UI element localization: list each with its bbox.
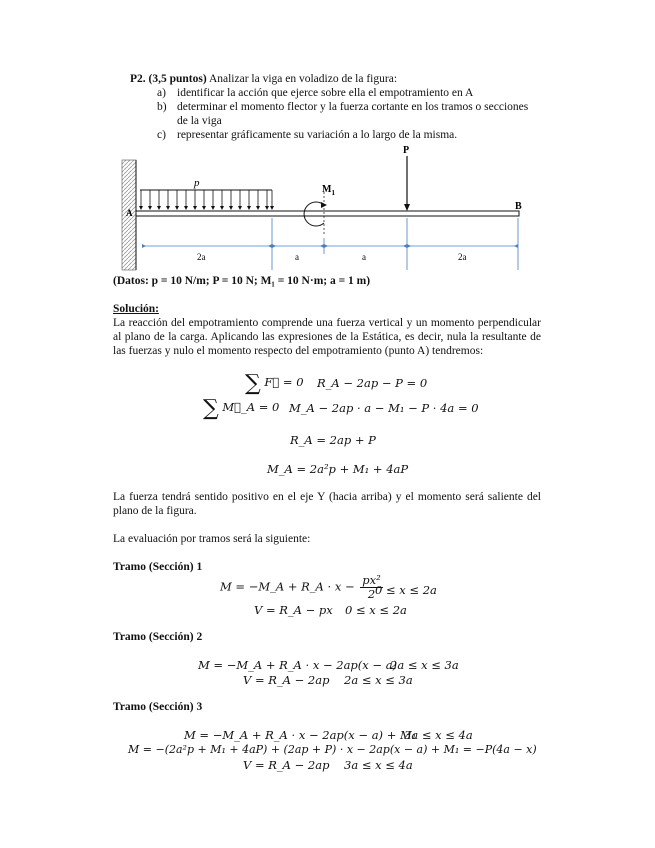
solucion-paragraph-3: La evaluación por tramos será la siguiente: (113, 533, 311, 545)
equation-sum-forces: ∑ F⃗ = 0 (245, 371, 304, 396)
solucion-title: Solución: (113, 303, 160, 315)
tramo-2-shear-range: 2a ≤ x ≤ 3a (344, 673, 413, 687)
problem-intro: Analizar la viga en voladizo de la figura: (208, 73, 398, 85)
tramo-3-shear-range: 3a ≤ x ≤ 4a (344, 758, 413, 772)
equation-RA: R_A = 2ap + P (290, 433, 376, 447)
tramo-1-moment-eq: M = −M_A + R_A · x − $\frac{\text{px²}}{2}$ (220, 573, 381, 601)
tramo-2-moment-range: 2a ≤ x ≤ 3a (390, 658, 459, 672)
problem-statement (130, 72, 397, 86)
tramo-3-title: Tramo (Sección) 3 (113, 701, 203, 713)
point-B-label: B (515, 201, 522, 212)
point-load-label: P (403, 145, 410, 156)
tramo-2-moment-eq: M = −M_A + R_A · x − 2ap(x − a) (198, 658, 398, 672)
distributed-load-arrows (141, 190, 272, 208)
problem-heading: P2. (3,5 puntos) (130, 73, 207, 85)
equation-sum-moments: ∑ M⃗_A = 0 (203, 396, 280, 421)
tramo-3-moment-expanded: M = −(2a²p + M₁ + 4aP) + (2ap + P) · x − 2ap(x − a) + M₁ = −P(4a − x) (128, 743, 537, 756)
tramo-3-moment-range: 3a ≤ x ≤ 4a (404, 728, 473, 742)
tramo-1-shear-range: 0 ≤ x ≤ 2a (345, 603, 407, 617)
solucion-paragraph-2: La fuerza tendrá sentido positivo en el eje Y (hacia arriba) y el momento será saliente del plano de la figura. (113, 491, 541, 517)
list-item-text: representar gráficamente su variación a lo largo de la misma. (177, 129, 458, 141)
tramo-3-moment-eq: M = −M_A + R_A · x − 2ap(x − a) + M₁ (184, 728, 417, 742)
tramo-1-shear-eq: V = R_A − px (254, 603, 333, 617)
list-item (157, 128, 166, 142)
item-marker: b) (157, 101, 167, 113)
tramo-3-shear-eq: V = R_A − 2ap (243, 758, 330, 772)
solucion-paragraph-1: La reacción del empotramiento comprende una fuerza vertical y un momento perpendicular al plano de la carga. Aplicando las expresiones de la Estática, es decir, nula la resultante de las fuerzas y nulo el momento respecto del empotramiento (punto A) tendremos: (113, 317, 541, 357)
cantilever-beam-figure (112, 142, 532, 274)
list-item-text: identificar la acción que ejerce sobre ella el empotramiento en A (177, 87, 474, 99)
tramo-1-moment-range: 0 ≤ x ≤ 2a (375, 583, 437, 597)
equation-sum-forces-rhs: R_A − 2ap − P = 0 (317, 376, 428, 390)
tramo-2-shear-eq: V = R_A − 2ap (243, 673, 330, 687)
list-item-text: de la viga (177, 115, 222, 127)
load-label-p: p (194, 177, 200, 189)
item-marker: a) (157, 87, 166, 99)
list-item (157, 100, 167, 114)
list-item-text: determinar el momento flector y la fuerza cortante en los tramos o secciones (177, 101, 529, 113)
equation-sum-moments-rhs: M_A − 2ap · a − M₁ − P · 4a = 0 (289, 401, 479, 415)
dim-label-3: a (362, 252, 366, 262)
item-marker: c) (157, 129, 166, 141)
datos-line: (Datos: p = 10 N/m; P = 10 N; M₁ = 10 N·m; a = 1 m) (113, 275, 371, 287)
tramo-2-title: Tramo (Sección) 2 (113, 631, 203, 643)
dimension-lines (142, 218, 518, 270)
dim-label-4: 2a (458, 252, 467, 262)
tramo-1-title: Tramo (Sección) 1 (113, 561, 203, 573)
dim-label-2: a (295, 252, 299, 262)
equation-MA: M_A = 2a²p + M₁ + 4aP (267, 462, 409, 476)
point-A-label: A (126, 208, 133, 218)
list-item (157, 86, 166, 100)
beam (136, 211, 519, 216)
moment-label: $M_1$ (322, 184, 335, 197)
dim-label-1: 2a (197, 252, 206, 262)
